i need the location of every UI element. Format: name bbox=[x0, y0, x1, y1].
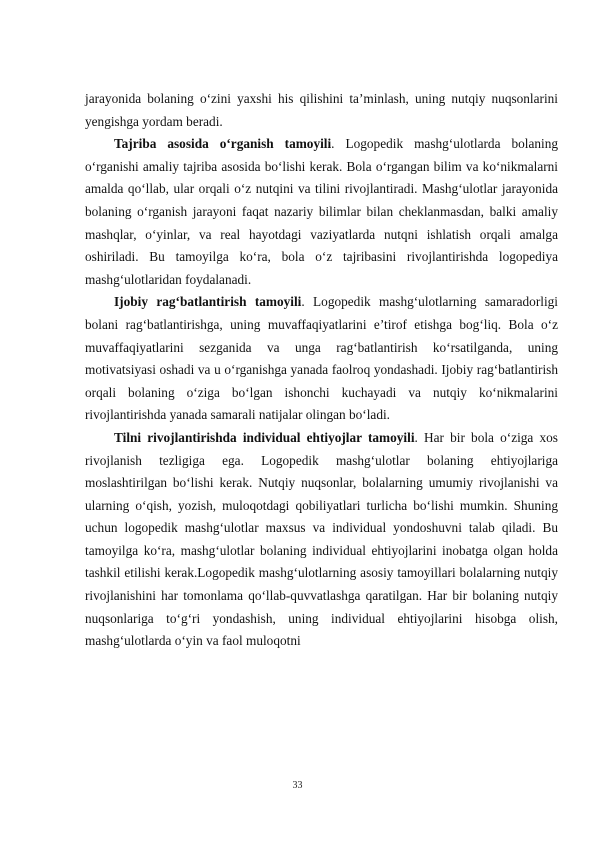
document-body bbox=[85, 88, 558, 653]
paragraph-individual-needs bbox=[85, 427, 558, 653]
paragraph-heading: Tilni rivojlantirishda individual ehtiyojlar tamoyili bbox=[114, 429, 415, 445]
paragraph-positive-reinforcement bbox=[85, 291, 558, 427]
paragraph-experience-principle bbox=[85, 133, 558, 291]
paragraph-text: jarayonida bolaning o‘zini yaxshi his qilishini ta’minlash, uning nutqiy nuqsonlarini yengishga yordam beradi. bbox=[85, 91, 558, 129]
paragraph-text: . Har bir bola o‘ziga xos rivojlanish tezligiga ega. Logopedik mashg‘ulotlar bolaning ehtiyojlariga moslashtirilgan bo‘lishi kerak. Nutqiy nuqsonlar, bolalarning umumiy rivojlanishi va ularning o‘qish, yozish, muloqotdagi qobiliyatlari turlicha bo‘lishi mumkin. Shuning uchun logopedik mashg‘ulotlar maxsus va individual yondoshuvni talab qiladi. Bu tamoyilga ko‘ra, mashg‘ulotlar bolaning individual ehtiyojlarini inobatga olgan holda tashkil etilishi kerak.Logopedik mashg‘ulotlarning asosiy tamoyillari bolalarning nutqiy rivojlanishini har tomonlama qo‘llab-quvvatlashga qaratilgan. Har bir bolaning nutqiy nuqsonlariga to‘g‘ri yondashish, uning individual ehtiyojlarini hisobga olish, mashg‘ulotlarda o‘yin va faol muloqotni bbox=[85, 429, 558, 649]
page-number: 33 bbox=[292, 780, 303, 791]
paragraph-text: . Logopedik mashg‘ulotlarda bolaning o‘rganishi amaliy tajriba asosida bo‘lishi kerak. Bola o‘rgangan bilim va ko‘nikmalarni amalda qo‘llab, ular orqali o‘z nutqini va tilini rivojlantiradi. Mashg‘ulotlar jarayonida bolaning o‘rganish jarayoni faqat nazariy bilimlar bilan cheklanmasdan, balki amaliy mashqlar, o‘yinlar, va real hayotdagi vaziyatlarda nutqni ishlatish orqali amalga oshiriladi. Bu tamoyilga ko‘ra, bola o‘z tajribasini rivojlantirishda logopediya mashg‘ulotlaridan foydalanadi. bbox=[85, 136, 558, 287]
paragraph-heading: Ijobiy rag‘batlantirish tamoyili bbox=[114, 294, 302, 310]
paragraph-heading: Tajriba asosida o‘rganish tamoyili bbox=[114, 136, 332, 152]
paragraph-text: . Logopedik mashg‘ulotlarning samaradorligi bolani rag‘batlantirishga, uning muvaffaqiyatlarini e’tirof etishga bog‘liq. Bola o‘z muvaffaqiyatlarini sezganida va unga rag‘batlantirish ko‘rsatilganda, uning motivatsiyasi oshadi va u o‘rganishga yanada faolroq yondashadi. Ijobiy rag‘batlantirish orqali bolaning o‘ziga bo‘lgan ishonchi kuchayadi va nutqiy ko‘nikmalarini rivojlantirishda yanada samarali natijalar olingan bo‘ladi. bbox=[85, 294, 558, 423]
paragraph-continuation bbox=[85, 88, 558, 133]
